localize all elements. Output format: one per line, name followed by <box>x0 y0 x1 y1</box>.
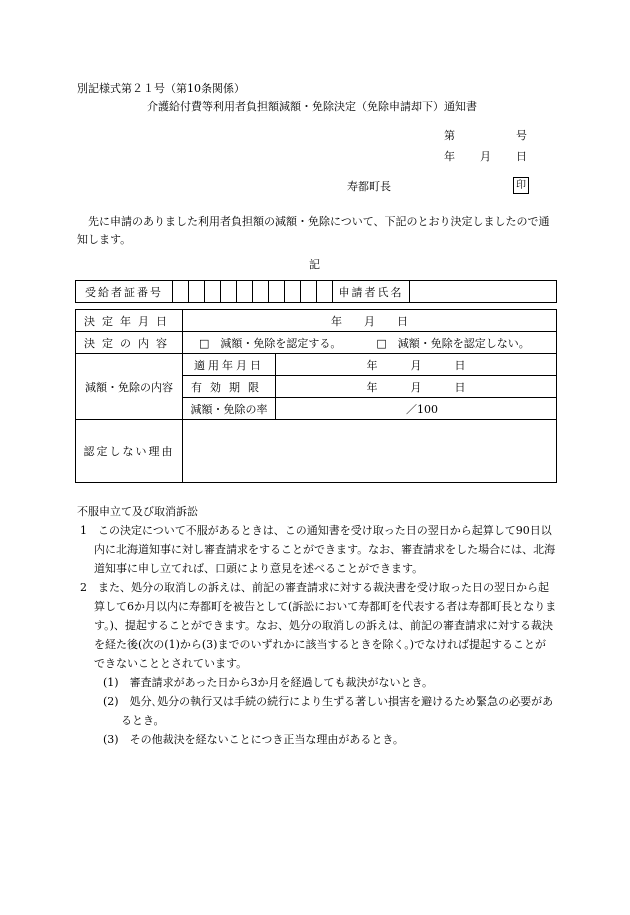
decision-content-options <box>183 332 557 354</box>
form-number: 別記様式第２１号（第10条関係） <box>77 82 245 95</box>
approve-option[interactable]: □ 減額・免除を認定する。 <box>199 336 342 350</box>
rate-label: 減額・免除の率 <box>183 398 276 420</box>
recipient-no-digit[interactable] <box>269 281 285 303</box>
valid-period-value: 年 月 日 <box>276 376 557 398</box>
recipient-no-label: 受給者証番号 <box>76 281 173 303</box>
date-year: 年 <box>444 150 455 163</box>
recipient-no-digit[interactable] <box>205 281 221 303</box>
reason-field[interactable] <box>183 420 557 483</box>
notes-subitem-3: (3) その他裁決を経ないことにつき正当な理由があるとき。 <box>103 733 404 746</box>
notes-subitem-2: (2) 処分､処分の執行又は手続の続行により生ずる著しい損害を避けるため緊急の必要があるとき。 <box>103 695 554 727</box>
rate-value: ／100 <box>276 398 557 420</box>
recipient-no-digit[interactable] <box>173 281 189 303</box>
seal-mark: 印 <box>513 177 529 194</box>
number-suffix: 号 <box>516 129 527 142</box>
notes-subitem-1: (1) 審査請求があった日から3か月を経過しても裁決がないとき。 <box>103 676 434 689</box>
apply-date-label: 適用年月日 <box>183 354 276 376</box>
recipient-no-digit[interactable] <box>317 281 333 303</box>
decision-content-label: 決定の内容 <box>76 332 183 354</box>
valid-period-label: 有効期限 <box>183 376 276 398</box>
notes-item-2: 2 また、処分の取消しの訴えは、前記の審査請求に対する裁決書を受け取った日の翌日から起算して6か月以内に寿都町を被告として(訴訟において寿都町を代表する者は寿都町長となります。)、提起することができます。なお、処分の取消しの訴えは、前記の審査請求に対する裁決を経た後(次の(1)から(3)までのいずれかに該当するときを除く。)でなければ提起することができないこととされています。 <box>80 581 557 670</box>
decision-date-value: 年 月 日 <box>183 310 557 332</box>
apply-date-value: 年 月 日 <box>276 354 557 376</box>
recipient-no-digit[interactable] <box>189 281 205 303</box>
notes-item-1: 1 この決定について不服があるときは、この通知書を受け取った日の翌日から起算して90日以内に北海道知事に対し審査請求をすることができます。なお、審査請求をした場合には、北海道知事に申し立てれば、口頭により意見を述べることができます。 <box>80 524 556 575</box>
number-prefix: 第 <box>444 129 455 142</box>
document-title: 介護給付費等利用者負担額減額・免除決定（免除申請却下）通知書 <box>147 100 477 113</box>
notes-heading: 不服申立て及び取消訴訟 <box>77 505 198 518</box>
applicant-name-field[interactable] <box>410 281 557 303</box>
reduction-content-label: 減額・免除の内容 <box>76 354 183 420</box>
applicant-name-label: 申請者氏名 <box>333 281 410 303</box>
decision-table <box>75 309 557 483</box>
date-month: 月 <box>480 150 491 163</box>
date-day: 日 <box>516 150 527 163</box>
decision-date-label: 決定年月日 <box>76 310 183 332</box>
appeal-notes <box>77 502 557 749</box>
recipient-table <box>75 280 557 303</box>
ki-heading: 記 <box>309 258 320 271</box>
recipient-no-digit[interactable] <box>301 281 317 303</box>
deny-option[interactable]: □ 減額・免除を認定しない。 <box>376 336 530 350</box>
issuer-name: 寿都町長 <box>347 180 391 193</box>
recipient-no-digit[interactable] <box>285 281 301 303</box>
reason-label: 認定しない理由 <box>76 420 183 483</box>
recipient-no-digit[interactable] <box>237 281 253 303</box>
recipient-no-digit[interactable] <box>221 281 237 303</box>
recipient-no-digit[interactable] <box>253 281 269 303</box>
intro-paragraph: 先に申請のありました利用者負担額の減額・免除について、下記のとおり決定しましたので通知します。 <box>77 215 550 246</box>
